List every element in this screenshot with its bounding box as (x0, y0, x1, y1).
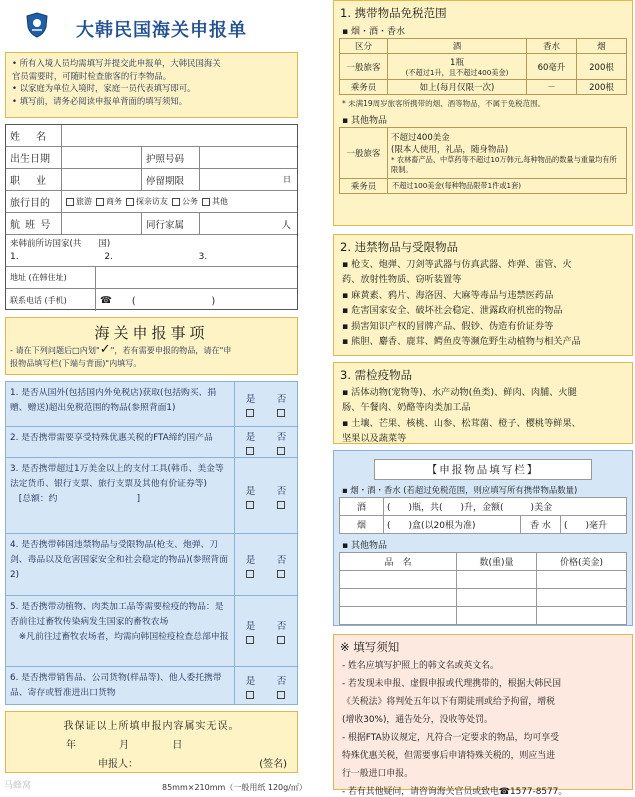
cig-fill[interactable]: ( )盒(以20根为准) (384, 516, 521, 534)
question-row (6, 382, 297, 427)
price-cell[interactable] (537, 571, 627, 589)
no-option (277, 483, 287, 509)
duty-free-sub1: ▪ 烟・酒・香水 (342, 27, 405, 37)
phone-label: 联系电话 (手机) (6, 289, 96, 311)
price-cell[interactable] (537, 607, 627, 625)
purpose-checkbox-business[interactable] (96, 198, 104, 206)
notice-line: • 填写前，请务必阅读申报单背面的填写须知。 (12, 95, 188, 106)
yes-no-group (235, 667, 297, 704)
list-line: ▪ 损害知识产权的冒牌产品、假钞、伪造有价证券等 (342, 320, 554, 332)
instructions-panel (333, 634, 633, 797)
duty-free-sub2: ▪ 其他物品 (342, 116, 387, 126)
price-cell[interactable] (537, 589, 627, 607)
signature-date[interactable]: 年 月 日 (66, 740, 183, 751)
family-field[interactable] (200, 213, 297, 234)
phone-row (6, 289, 297, 311)
signature-statement: 我保证以上所填申报内容属实无误。 (63, 721, 240, 732)
declaration-note (6, 343, 297, 370)
passport-field[interactable] (200, 147, 297, 168)
yes-checkbox[interactable] (246, 636, 254, 644)
flight-label: 航 班 号 (6, 213, 62, 234)
perfume-label: 香 水 (521, 516, 561, 534)
prohibited-title: 2. 违禁物品与受限物品 (340, 240, 459, 254)
declaration-title: 海关申报事项 (94, 324, 209, 342)
purpose-option-label: 探亲访友 (136, 197, 168, 206)
other-items-table (339, 552, 627, 625)
purpose-checkbox-other[interactable] (202, 198, 210, 206)
purpose-options (62, 191, 297, 212)
name-row (6, 125, 297, 147)
checkmark-icon: ✓ (99, 342, 111, 357)
yes-no-group (235, 427, 297, 457)
question-text: 6. 是否携带销售品、公司货物(样品等)、他人委托携带品、寄存或暂准进出口货物 (6, 667, 235, 704)
yes-option (246, 618, 256, 644)
no-label: 否 (276, 432, 287, 443)
no-label: 否 (276, 675, 287, 687)
list-line: ▪ 活体动物(宠物等)、水产动物(鱼类)、鲜肉、肉脯、火腿 (342, 387, 577, 398)
col-header: 烟 (577, 39, 627, 54)
other-line: (限本人使用，礼品，随身物品) (391, 145, 509, 155)
cigarette-allowance: 200根 (577, 54, 627, 80)
wine-label: 酒 (340, 498, 384, 516)
perfume-allowance: 60毫升 (527, 54, 577, 80)
purpose-option-label: 公务 (182, 197, 198, 206)
dob-field[interactable] (62, 147, 142, 168)
item-cell[interactable] (340, 589, 457, 607)
no-option (277, 429, 287, 455)
col-header: 数(重)量 (457, 553, 537, 571)
item-cell[interactable] (340, 571, 457, 589)
yes-no-group (235, 458, 297, 533)
phone-field[interactable] (96, 289, 297, 311)
customs-emblem-icon (26, 12, 48, 38)
no-label: 否 (276, 554, 287, 566)
crew-wine: 如上(每月仅限一次) (388, 80, 527, 95)
other-goods-table (339, 127, 627, 194)
question-text: 3. 是否携带超过1万美金以上的支付工具(韩币、美金等法定货币、银行支票、旅行支票及其他有价证券等) [总额：约 ] (6, 458, 235, 533)
visited-row (6, 235, 297, 267)
crew-allowance: 不超过100美金(每种物品限带1件或1套) (388, 179, 627, 194)
cig-label: 烟 (340, 516, 384, 534)
yes-label: 是 (245, 485, 256, 497)
declaration-header (5, 317, 298, 375)
declaration-note-a: - 请在下列问题后□内划" (10, 345, 100, 355)
wine-allowance (388, 54, 527, 80)
question-row (6, 534, 297, 596)
question-text: 4. 是否携带韩国违禁物品与受限物品(枪支、炮弹、刀剑、毒品以及危害国家安全和社会稳定的物品)(参照背面2) (6, 534, 235, 595)
phone-icon: ☎ (100, 294, 112, 306)
signature-box (5, 711, 298, 773)
question-text: 1. 是否从国外(包括国内外免税店)获取(包括购买、捐赠、赠送)超出免税范围的物品(参照背面1) (6, 382, 235, 426)
family-label: 同行家属 (142, 213, 200, 234)
quarantine-panel (333, 362, 633, 444)
declaration-note-c: 报物品填写栏(下端与背面)"内填写。 (10, 358, 142, 368)
duty-free-table (339, 38, 627, 95)
quarantine-list (334, 385, 632, 447)
yes-label: 是 (245, 554, 256, 566)
perfume-fill[interactable]: ( )毫升 (561, 516, 627, 534)
page-title: 大韩民国海关申报单 (76, 20, 247, 41)
question-text: 5. 是否携带动植物、肉类加工品等需要检疫的物品：是否前往过畜牧传染病发生国家的畜牧农场 ※凡前往过畜牧农场者，均需向韩国检疫检查总部申报 (6, 596, 235, 666)
yes-option (246, 552, 256, 578)
fill-panel (333, 450, 633, 626)
address-label: 地址 (在韩住址) (6, 267, 96, 288)
right-column (333, 0, 633, 797)
no-option (277, 552, 287, 578)
yes-no-group (235, 534, 297, 595)
notice-line: • 所有入境人员均需填写并提交此申报单，大韩民国海关 (12, 58, 221, 68)
yes-label: 是 (245, 394, 256, 405)
purpose-row (6, 191, 297, 213)
purpose-checkbox-tourism[interactable] (66, 198, 74, 206)
row-label: 乘务员 (340, 179, 388, 194)
list-line: 肠、午餐肉、奶酪等肉类加工品 (342, 402, 471, 414)
signature-declarant: 申报人： (98, 759, 138, 770)
no-checkbox[interactable] (277, 447, 285, 455)
question-row (6, 596, 297, 667)
header (0, 0, 302, 52)
purpose-checkbox-visit[interactable] (126, 198, 134, 206)
yes-label: 是 (245, 675, 256, 687)
col-header: 价格(美金) (537, 553, 627, 571)
signature-field[interactable]: (签名) (259, 759, 287, 770)
list-line: - 若发现未申报、虚假申报或代理携带的，根据大韩民国 (342, 679, 562, 689)
question-text: 2. 是否携带需要享受特殊优惠关税的FTA缔约国产品 (6, 427, 235, 457)
prohibited-panel (333, 234, 633, 356)
list-line: ▪ 枪支、炮弹、刀剑等武器与仿真武器、炸弹、雷管、火 (342, 259, 572, 270)
passport-label: 护照号码 (142, 147, 200, 168)
list-line: 药、放射性物质、窃听装置等 (342, 274, 462, 286)
list-line: - 根据FTA协议规定，凡符合一定要求的物品，均可享受 (342, 733, 560, 743)
no-label: 否 (276, 394, 287, 405)
list-line: 特殊优惠关税，但需要事后申请特殊关税的，则应当进 (342, 751, 555, 761)
family-unit: 人 (281, 219, 291, 231)
yes-option (246, 483, 256, 509)
yes-label: 是 (245, 621, 256, 632)
yes-checkbox[interactable] (246, 570, 254, 578)
list-line: - 姓名应填写护照上的韩文名或英文名。 (342, 661, 499, 671)
crew-cigarette: 200根 (577, 80, 627, 95)
dob-row (6, 147, 297, 169)
stay-label: 停留期限 (142, 169, 200, 190)
name-field[interactable] (62, 125, 297, 146)
crew-perfume: － (527, 80, 577, 95)
list-line: 坚果以及蔬菜等 (342, 433, 407, 445)
job-field[interactable] (62, 169, 142, 190)
other-line: 不超过400美金 (391, 133, 450, 143)
col-header: 酒 (388, 39, 527, 54)
no-option (277, 618, 287, 644)
col-header: 香水 (527, 39, 577, 54)
other-note: * 农林畜产品、中草药等不超过10万韩元,每种物品的数量与重量均有所限制。 (391, 155, 617, 174)
fill-sub2: ▪ 其他物品 (342, 541, 387, 551)
row-label: 乘务员 (340, 80, 388, 95)
no-label: 否 (276, 621, 287, 632)
list-line: (增收30%)，通告处分，没收等处罚。 (342, 715, 493, 725)
watermark: 马蜂窝 (4, 781, 32, 791)
purpose-option-label: 旅游 (76, 197, 92, 206)
yes-option (246, 391, 256, 417)
job-row (6, 169, 297, 191)
flight-row (6, 213, 297, 235)
item-cell[interactable] (340, 607, 457, 625)
visited-country-3[interactable]: 3. (198, 252, 208, 262)
list-line: 《关税法》将判处五年以下有期徒刑或给予拘留，增税 (342, 697, 555, 707)
paper-size: 85mm×210mm（一般用纸 120g/㎡） (162, 783, 307, 792)
no-option (277, 673, 287, 699)
col-header: 品 名 (340, 553, 457, 571)
declaration-note-b: "，若有需要申报的物品，请在"申 (110, 345, 232, 355)
address-row (6, 267, 297, 289)
yes-checkbox[interactable] (246, 409, 254, 417)
notice-line: 官员需要时，可随时检查旅客的行李物品。 (12, 70, 172, 81)
question-row (6, 667, 297, 704)
address-field[interactable] (96, 267, 297, 288)
qty-cell[interactable] (457, 607, 537, 625)
prohibited-list (334, 257, 632, 349)
stay-unit: 日 (283, 175, 291, 184)
no-checkbox[interactable] (277, 501, 285, 509)
duty-free-title: 1. 携带物品免税范围 (340, 6, 447, 20)
list-line: 行一般进口申报。 (342, 769, 413, 779)
fill-sub1: ▪ 烟・酒・香水 (若超过免税范围，则应填写所有携带物品数量) (342, 485, 578, 495)
yes-checkbox[interactable] (246, 447, 254, 455)
yes-no-group (235, 382, 297, 426)
purpose-option-label: 其他 (212, 197, 228, 206)
yes-option (246, 673, 256, 699)
purpose-option-label: 商务 (106, 197, 122, 206)
job-label: 职 业 (6, 169, 62, 190)
visited-country-2[interactable]: 2. (104, 252, 113, 262)
qty-cell[interactable] (457, 589, 537, 607)
wine-note: (不超过1升，且不超过400美金) (405, 67, 509, 77)
wine-fill[interactable]: ( )瓶，共( )升，金额( )美金 (384, 498, 627, 516)
fill-title: 【申报物品填写栏】 (374, 459, 592, 480)
notice-line: • 以家庭为单位入境时，家庭一员代表填写即可。 (12, 83, 196, 94)
quarantine-title: 3. 需检疫物品 (340, 368, 413, 382)
question-row (6, 427, 297, 458)
list-line: - 若有其他疑问，请咨询海关官员或致电☎1577-8577。 (342, 787, 568, 797)
purpose-checkbox-official[interactable] (172, 198, 180, 206)
other-allowance (388, 128, 627, 179)
dob-label: 出生日期 (6, 147, 62, 168)
list-line: ▪ 危害国家安全、破坏社会稳定、泄露政府机密的物品 (342, 305, 563, 317)
name-label: 姓 名 (6, 125, 62, 146)
no-checkbox[interactable] (277, 409, 285, 417)
qty-cell[interactable] (457, 571, 537, 589)
col-header: 区分 (340, 39, 388, 54)
fill-table (339, 497, 627, 534)
phone-paren: ( ) (131, 296, 216, 307)
traveler-info-form (5, 124, 298, 310)
notice-box (5, 52, 298, 118)
row-label: 一般旅客 (340, 54, 388, 80)
yes-checkbox[interactable] (246, 691, 254, 699)
no-checkbox[interactable] (277, 691, 285, 699)
flight-field[interactable] (62, 213, 142, 234)
instructions-list (334, 657, 632, 797)
visited-country-1[interactable]: 1. (10, 252, 19, 262)
no-checkbox[interactable] (277, 570, 285, 578)
left-column (0, 0, 302, 773)
row-label: 一般旅客 (340, 128, 388, 179)
visited-fields (10, 252, 293, 262)
yes-option (246, 429, 256, 455)
stay-field[interactable] (200, 169, 297, 190)
yes-checkbox[interactable] (246, 501, 254, 509)
duty-free-panel (333, 0, 633, 226)
purpose-label: 旅行目的 (6, 191, 62, 212)
yes-label: 是 (245, 432, 256, 443)
list-line: ▪ 麻黄素、鸦片、海洛因、大麻等毒品与违禁医药品 (342, 289, 554, 301)
no-checkbox[interactable] (277, 636, 285, 644)
question-row (6, 458, 297, 534)
no-option (277, 391, 287, 417)
visited-label: 来韩前所访国家(共 国) (10, 239, 111, 249)
no-label: 否 (276, 485, 287, 497)
yes-no-group (235, 596, 297, 666)
wine-amount: 1瓶 (450, 57, 464, 68)
instructions-title: ※ 填写须知 (340, 640, 400, 654)
list-line: ▪ 土壤、芒果、核桃、山参、松茸菌、橙子、樱桃等鲜果、 (342, 417, 581, 429)
questions-box (5, 381, 298, 705)
list-line: ▪ 熊胆、麝香、鹿茸、鳄鱼皮等濒危野生动植物与相关产品 (342, 336, 581, 348)
duty-free-note: * 未满19周岁旅客所携带的烟、酒等物品，不属于免税范围。 (342, 99, 546, 108)
